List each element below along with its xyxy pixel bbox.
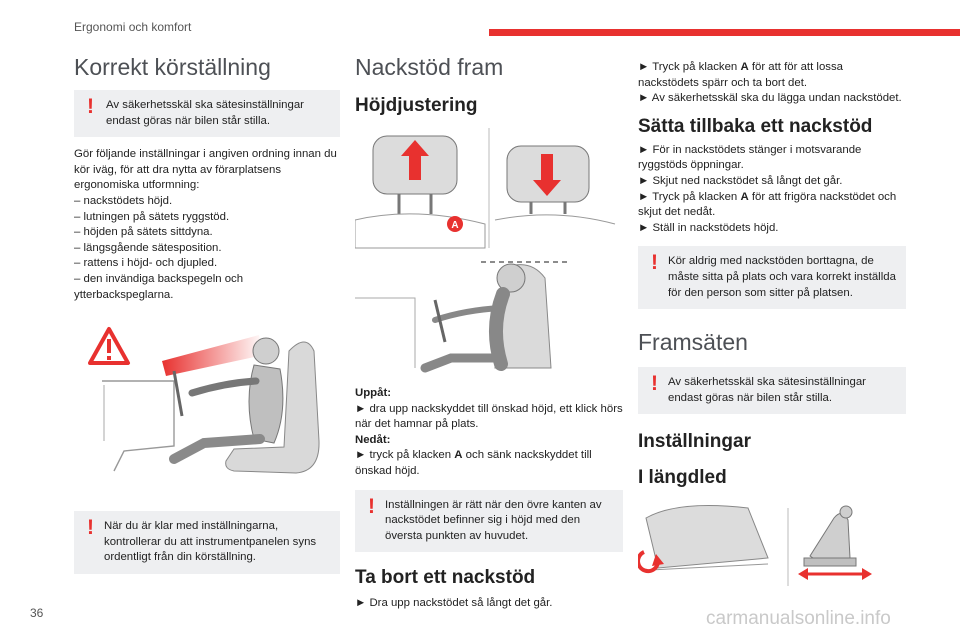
column-headrest	[355, 52, 623, 612]
section-title-correct-position: Korrekt körställning	[74, 54, 271, 80]
warning-text: När du är klar med inställningarna, kontrollerar du att instrumentpanelen syns ordentligt från din körställning.	[104, 520, 317, 564]
warning-icon: !	[87, 516, 94, 540]
list-item: – rattens i höjd- och djupled.	[74, 257, 218, 270]
warning-box	[638, 367, 906, 414]
list-item: – nackstödets höjd.	[74, 194, 173, 207]
warning-icon: !	[87, 95, 94, 118]
driving-position-illustration	[74, 321, 340, 481]
intro-text: Gör följande inställningar i angiven ordning innan du kör iväg, för att dra nytta av förarplatsens ergonomiska utformning:	[74, 148, 337, 192]
subsection-title-settings: Inställningar	[638, 431, 751, 453]
warning-box	[74, 511, 340, 574]
column-refit-front-seats	[638, 60, 906, 590]
warning-icon: !	[651, 251, 658, 275]
list-item: – längsgående sätesposition.	[74, 241, 222, 254]
section-title-headrest: Nackstöd fram	[355, 54, 504, 80]
subsection-title-remove: Ta bort ett nackstöd	[355, 567, 536, 589]
warning-text: Av säkerhetsskäl ska sätesinställningar endast göras när bilen står stilla.	[106, 99, 304, 127]
warning-text: Inställningen är rätt när den övre kanten av nackstödet befinner sig i höjd med den översta punkten av huvudet.	[385, 498, 602, 542]
remove-text: ► Dra upp nackstödet så långt det går.	[355, 597, 553, 610]
warning-icon: !	[651, 372, 658, 396]
warning-box	[638, 246, 906, 309]
header-accent-bar	[489, 29, 960, 36]
footer-watermark: carmanualsonline.info	[706, 608, 891, 629]
subsection-title-height: Höjdjustering	[355, 95, 478, 116]
subsection-title-lengthwise: I längdled	[638, 467, 727, 489]
refit-step: ► För in nackstödets stänger i motsvarande ryggstöds öppningar.	[638, 143, 862, 172]
sight-line-beam	[162, 335, 264, 376]
refit-step: ► Skjut ned nackstödet så långt det går.	[638, 174, 843, 187]
down-label: Nedåt:	[355, 433, 391, 446]
remove-step-2: ► Av säkerhetsskäl ska du lägga undan nackstödet.	[638, 92, 902, 105]
refit-step: ► Tryck på klacken A för att frigöra nackstödet och skjut det nedåt.	[638, 190, 897, 219]
subsection-title-refit: Sätta tillbaka ett nackstöd	[638, 115, 873, 137]
section-title-front-seats: Framsäten	[638, 329, 748, 356]
headrest-illustration	[355, 128, 623, 376]
up-label: Uppåt:	[355, 387, 392, 399]
warning-text: Kör aldrig med nackstöden borttagna, de måste sitta på plats och vara korrekt inställda för den person som sitter på platsen.	[668, 255, 896, 299]
headrest-figure-image	[355, 128, 623, 376]
label-a: A	[451, 220, 459, 231]
page-number: 36	[30, 606, 44, 620]
list-item: – den invändiga backspegeln och ytterbackspeglarna.	[74, 272, 244, 301]
seat-adjust-figure-image	[638, 498, 878, 590]
running-header: Ergonomi och komfort	[74, 20, 192, 34]
warning-box	[355, 490, 623, 553]
up-text: ► dra upp nackskyddet till önskad höjd, ett klick hörs när det hamnar på plats.	[355, 402, 623, 431]
list-item: – höjden på sätets sittdyna.	[74, 226, 213, 239]
seat-length-illustration	[638, 498, 878, 590]
remove-step-1: ► Tryck på klacken A för att för att lossa nackstödets spärr och ta bort det.	[638, 61, 844, 89]
warning-icon: !	[368, 494, 375, 518]
driver-figure-image	[74, 321, 340, 481]
down-text: ► tryck på klacken A och sänk nackskyddet till önskad höjd.	[355, 449, 592, 477]
column-correct-position	[74, 52, 340, 574]
refit-step: ► Ställ in nackstödets höjd.	[638, 221, 779, 234]
list-item: – lutningen på sätets ryggstöd.	[74, 210, 230, 223]
warning-box	[74, 90, 340, 137]
warning-text: Av säkerhetsskäl ska sätesinställningar endast göras när bilen står stilla.	[668, 376, 866, 404]
